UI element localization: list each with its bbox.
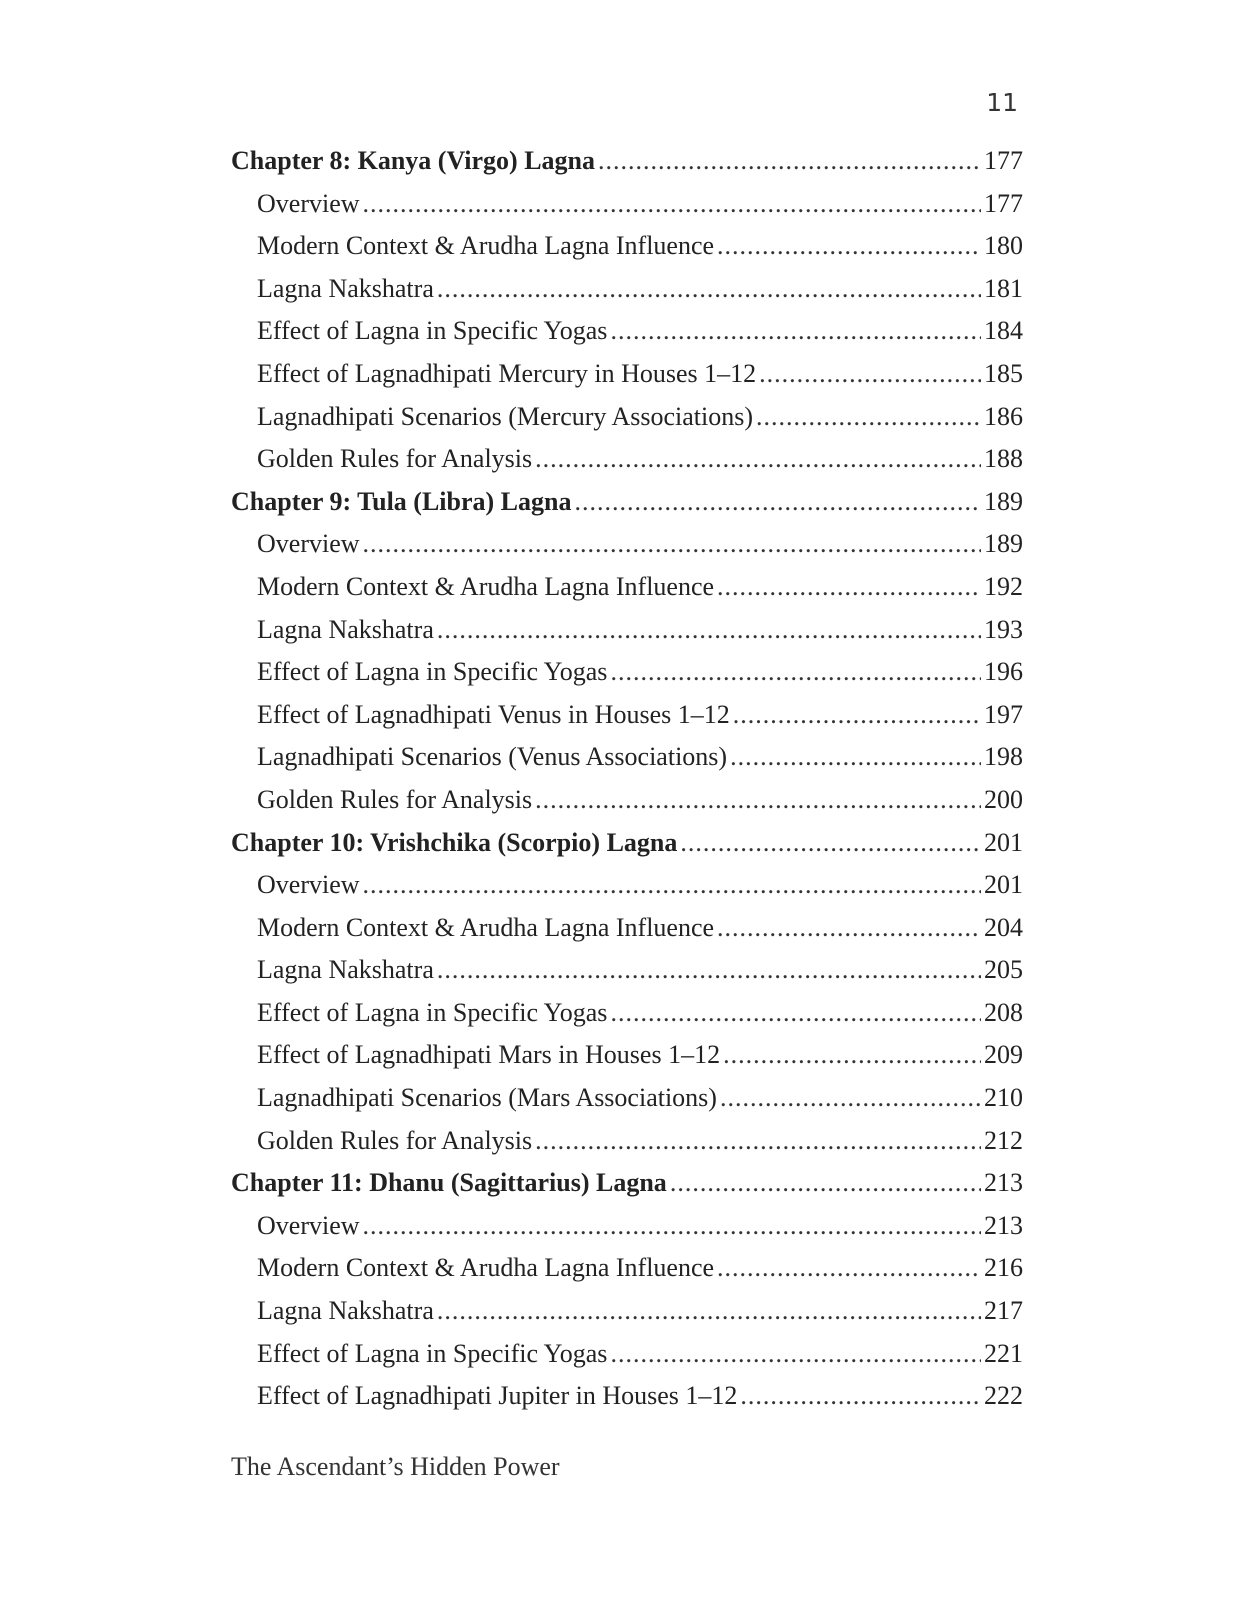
- toc-section-entry[interactable]: [231, 615, 1023, 658]
- toc-entry-label: Golden Rules for Analysis: [257, 784, 533, 814]
- table-of-contents: [231, 146, 1023, 1424]
- dot-leader: [610, 316, 981, 346]
- toc-entry-page-number: 201: [984, 827, 1023, 857]
- toc-entry-page-number: 209: [984, 1040, 1023, 1070]
- page-number: 11: [986, 88, 1018, 117]
- toc-entry-label: Golden Rules for Analysis: [257, 444, 533, 474]
- toc-entry-page-number: 213: [984, 1210, 1023, 1240]
- toc-section-entry[interactable]: [231, 955, 1023, 998]
- toc-section-entry[interactable]: [231, 1211, 1023, 1254]
- toc-entry-page-number: 212: [984, 1125, 1023, 1155]
- toc-entry-page-number: 213: [984, 1168, 1023, 1198]
- dot-leader: [610, 1339, 981, 1369]
- dot-leader: [610, 657, 981, 687]
- toc-entry-label: Lagnadhipati Scenarios (Venus Associations): [257, 742, 728, 772]
- toc-section-entry[interactable]: [231, 572, 1023, 615]
- toc-entry-label: Modern Context & Arudha Lagna Influence: [257, 231, 715, 261]
- toc-entry-page-number: 210: [984, 1083, 1023, 1113]
- toc-entry-label: Chapter 11: Dhanu (Sagittarius) Lagna: [231, 1168, 667, 1198]
- toc-entry-page-number: 192: [984, 571, 1023, 601]
- toc-section-entry[interactable]: [231, 402, 1023, 445]
- toc-section-entry[interactable]: [231, 359, 1023, 402]
- toc-chapter-entry[interactable]: [231, 1168, 1023, 1211]
- dot-leader: [740, 1381, 981, 1411]
- toc-entry-page-number: 189: [984, 529, 1023, 559]
- dot-leader: [363, 189, 981, 219]
- toc-entry-page-number: 217: [984, 1296, 1023, 1326]
- toc-section-entry[interactable]: [231, 444, 1023, 487]
- toc-entry-label: Lagna Nakshatra: [257, 614, 434, 644]
- toc-entry-label: Chapter 8: Kanya (Virgo) Lagna: [231, 146, 595, 175]
- dot-leader: [723, 1040, 981, 1070]
- toc-entry-label: Effect of Lagna in Specific Yogas: [257, 997, 608, 1027]
- dot-leader: [535, 785, 981, 815]
- dot-leader: [574, 487, 981, 517]
- toc-section-entry[interactable]: [231, 1040, 1023, 1083]
- toc-entry-page-number: 205: [984, 955, 1023, 985]
- dot-leader: [535, 444, 981, 474]
- dot-leader: [756, 402, 981, 432]
- toc-entry-page-number: 198: [984, 742, 1023, 772]
- toc-entry-label: Effect of Lagna in Specific Yogas: [257, 1338, 608, 1368]
- toc-entry-label: Chapter 10: Vrishchika (Scorpio) Lagna: [231, 827, 678, 857]
- toc-entry-label: Effect of Lagnadhipati Venus in Houses 1–12: [257, 699, 730, 729]
- dot-leader: [717, 231, 981, 261]
- toc-entry-page-number: 204: [984, 912, 1023, 942]
- toc-entry-label: Lagna Nakshatra: [257, 1296, 434, 1326]
- toc-section-entry[interactable]: [231, 785, 1023, 828]
- dot-leader: [598, 146, 981, 176]
- toc-entry-page-number: 222: [984, 1381, 1023, 1411]
- toc-entry-page-number: 188: [984, 444, 1023, 474]
- toc-section-entry[interactable]: [231, 998, 1023, 1041]
- dot-leader: [717, 572, 981, 602]
- toc-section-entry[interactable]: [231, 913, 1023, 956]
- toc-entry-label: Overview: [257, 1210, 360, 1240]
- dot-leader: [610, 998, 981, 1028]
- dot-leader: [437, 615, 981, 645]
- toc-chapter-entry[interactable]: [231, 828, 1023, 871]
- toc-section-entry[interactable]: [231, 1253, 1023, 1296]
- toc-section-entry[interactable]: [231, 1296, 1023, 1339]
- running-footer-title: The Ascendant’s Hidden Power: [231, 1452, 560, 1481]
- toc-chapter-entry[interactable]: [231, 487, 1023, 530]
- toc-entry-page-number: 177: [984, 146, 1023, 175]
- toc-entry-page-number: 221: [984, 1338, 1023, 1368]
- toc-section-entry[interactable]: [231, 742, 1023, 785]
- toc-entry-page-number: 216: [984, 1253, 1023, 1283]
- toc-entry-page-number: 189: [984, 486, 1023, 516]
- toc-entry-label: Effect of Lagna in Specific Yogas: [257, 657, 608, 687]
- toc-entry-label: Effect of Lagna in Specific Yogas: [257, 316, 608, 346]
- dot-leader: [759, 359, 981, 389]
- toc-section-entry[interactable]: [231, 1126, 1023, 1169]
- dot-leader: [717, 913, 981, 943]
- toc-section-entry[interactable]: [231, 274, 1023, 317]
- toc-entry-label: Chapter 9: Tula (Libra) Lagna: [231, 486, 572, 516]
- toc-section-entry[interactable]: [231, 1381, 1023, 1424]
- toc-entry-label: Modern Context & Arudha Lagna Influence: [257, 912, 715, 942]
- toc-chapter-entry[interactable]: [231, 146, 1023, 189]
- toc-section-entry[interactable]: [231, 657, 1023, 700]
- toc-section-entry[interactable]: [231, 189, 1023, 232]
- dot-leader: [437, 1296, 981, 1326]
- toc-section-entry[interactable]: [231, 1339, 1023, 1382]
- dot-leader: [535, 1126, 981, 1156]
- toc-entry-page-number: 196: [984, 657, 1023, 687]
- dot-leader: [363, 870, 981, 900]
- toc-entry-page-number: 201: [984, 870, 1023, 900]
- toc-section-entry[interactable]: [231, 231, 1023, 274]
- toc-entry-label: Lagna Nakshatra: [257, 273, 434, 303]
- dot-leader: [733, 700, 981, 730]
- toc-entry-label: Lagna Nakshatra: [257, 955, 434, 985]
- toc-entry-label: Modern Context & Arudha Lagna Influence: [257, 1253, 715, 1283]
- toc-entry-label: Effect of Lagnadhipati Jupiter in Houses 1–12: [257, 1381, 738, 1411]
- toc-entry-label: Effect of Lagnadhipati Mercury in Houses 1–12: [257, 358, 757, 388]
- dot-leader: [363, 529, 981, 559]
- toc-entry-label: Overview: [257, 529, 360, 559]
- toc-entry-label: Modern Context & Arudha Lagna Influence: [257, 571, 715, 601]
- toc-section-entry[interactable]: [231, 529, 1023, 572]
- toc-section-entry[interactable]: [231, 700, 1023, 743]
- toc-entry-label: Effect of Lagnadhipati Mars in Houses 1–12: [257, 1040, 721, 1070]
- toc-entry-label: Overview: [257, 870, 360, 900]
- toc-entry-label: Golden Rules for Analysis: [257, 1125, 533, 1155]
- toc-entry-page-number: 185: [984, 358, 1023, 388]
- dot-leader: [437, 955, 981, 985]
- dot-leader: [717, 1253, 981, 1283]
- toc-entry-page-number: 200: [984, 784, 1023, 814]
- toc-entry-page-number: 180: [984, 231, 1023, 261]
- toc-entry-page-number: 197: [984, 699, 1023, 729]
- toc-section-entry[interactable]: [231, 870, 1023, 913]
- toc-entry-page-number: 184: [984, 316, 1023, 346]
- toc-entry-label: Lagnadhipati Scenarios (Mercury Associations): [257, 401, 754, 431]
- toc-entry-page-number: 181: [984, 273, 1023, 303]
- toc-entry-label: Lagnadhipati Scenarios (Mars Associations): [257, 1083, 717, 1113]
- dot-leader: [363, 1211, 981, 1241]
- dot-leader: [720, 1083, 981, 1113]
- toc-entry-page-number: 186: [984, 401, 1023, 431]
- toc-entry-page-number: 193: [984, 614, 1023, 644]
- toc-entry-label: Overview: [257, 188, 360, 218]
- dot-leader: [670, 1168, 981, 1198]
- toc-entry-page-number: 177: [984, 188, 1023, 218]
- toc-section-entry[interactable]: [231, 1083, 1023, 1126]
- dot-leader: [730, 742, 981, 772]
- toc-entry-page-number: 208: [984, 997, 1023, 1027]
- dot-leader: [437, 274, 981, 304]
- dot-leader: [680, 828, 981, 858]
- toc-section-entry[interactable]: [231, 316, 1023, 359]
